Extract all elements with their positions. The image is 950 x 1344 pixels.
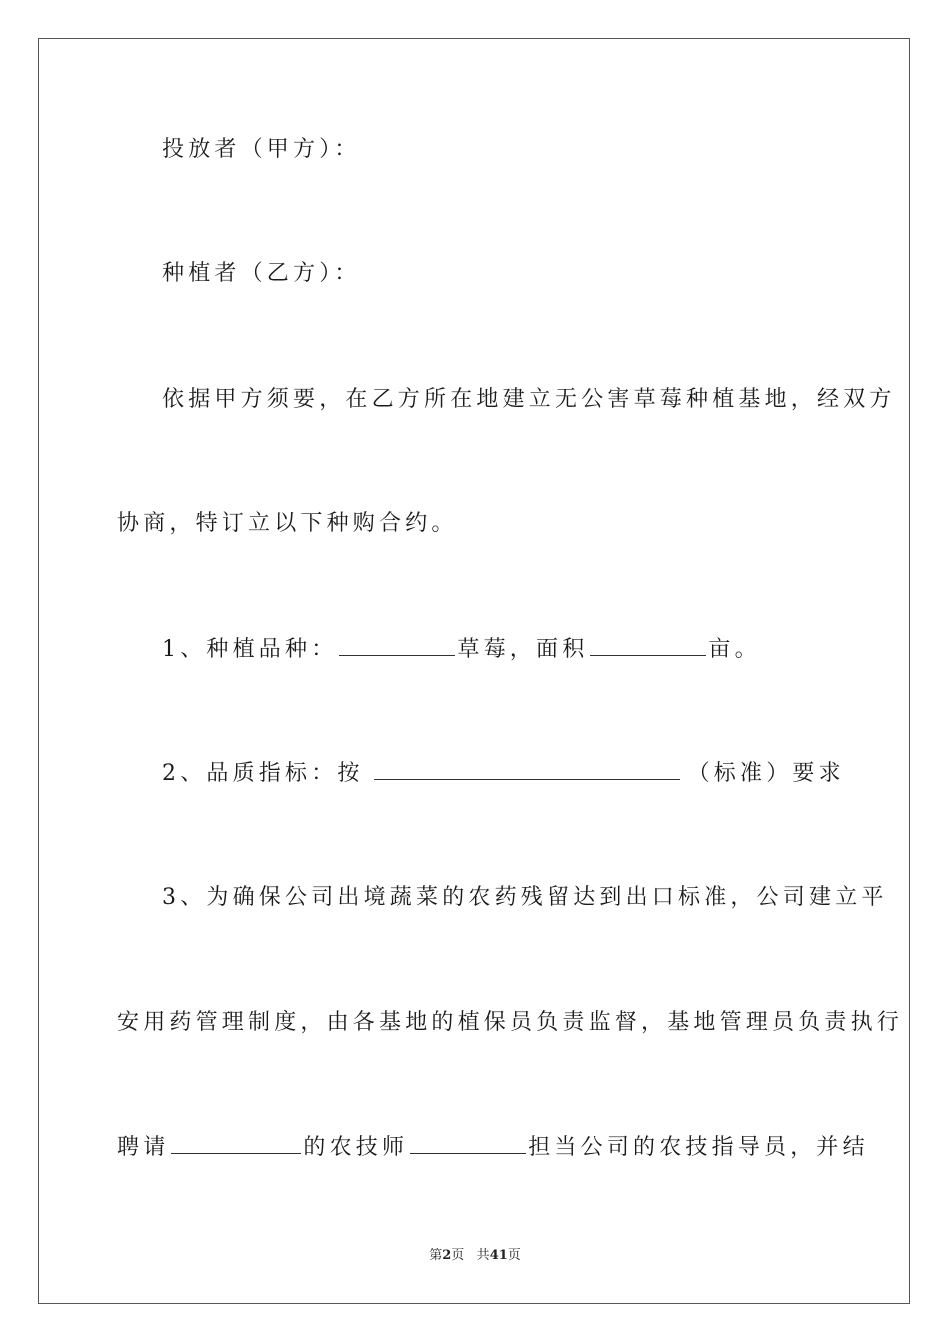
intro-text-1: 依据甲方须要，在乙方所在地建立无公害草莓种植基地，经双方 — [162, 387, 896, 412]
clause-3-text-1: 3、为确保公司出境蔬菜的农药残留达到出口标准，公司建立平 — [162, 885, 888, 910]
clause-2-label: 2、品质指标：按 — [162, 761, 364, 786]
technician-name-blank — [410, 1133, 526, 1154]
standard-blank — [374, 759, 680, 780]
intro-text-2: 协商，特订立以下种购合约。 — [117, 511, 458, 536]
page-footer — [0, 1247, 950, 1265]
intro-line-2 — [117, 510, 458, 538]
clause-3-line-3 — [117, 1133, 869, 1162]
clause-1-line — [162, 635, 761, 664]
variety-blank — [339, 635, 455, 656]
intro-line-1 — [162, 386, 896, 414]
party-a-line — [162, 136, 361, 164]
clause-1-middle: 草莓，面积 — [457, 637, 589, 662]
clause-3-line-1 — [162, 884, 888, 912]
current-page-number: 2 — [442, 1248, 452, 1263]
party-a-label: 投放者（甲方）： — [162, 137, 361, 162]
footer-prefix: 第 — [429, 1248, 443, 1263]
clause-3-hire-label: 聘请 — [117, 1135, 170, 1160]
clause-3-text-2: 安用药管理制度，由各基地的植保员负责监督，基地管理员负责执行 — [117, 1010, 904, 1035]
footer-total-suffix: 页 — [507, 1248, 521, 1263]
hire-org-blank — [171, 1133, 301, 1154]
party-b-label: 种植者（乙方）： — [162, 261, 361, 286]
party-b-line — [162, 260, 361, 288]
area-blank — [590, 635, 706, 656]
total-page-count: 41 — [489, 1248, 508, 1263]
clause-2-end: （标准）要求 — [687, 761, 845, 786]
clause-2-line — [162, 759, 845, 788]
clause-3-line-2 — [117, 1009, 903, 1037]
footer-suffix: 页 — [451, 1248, 465, 1263]
clause-1-end: 亩。 — [708, 637, 761, 662]
page-border — [38, 38, 910, 1304]
clause-3-end: 担当公司的农技指导员，并结 — [528, 1135, 869, 1160]
footer-total-prefix: 共 — [476, 1248, 490, 1263]
clause-3-technician: 的农技师 — [303, 1135, 409, 1160]
clause-1-label: 1、种植品种： — [162, 637, 338, 662]
